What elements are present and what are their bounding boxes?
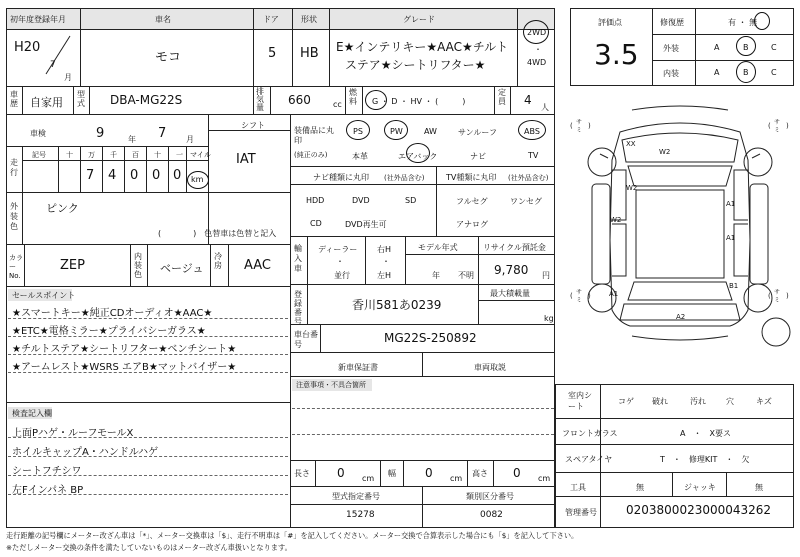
inspector-line: シートフチシワ (12, 466, 82, 477)
mileage-digit: 7 (86, 168, 95, 183)
mileage-header: 十 (66, 151, 73, 159)
car-diagram (562, 100, 798, 380)
tv-analog: アナログ (456, 220, 488, 229)
mileage-digit: 0 (173, 168, 182, 183)
equipment-item: ABS (524, 127, 540, 136)
height-label: 高さ (472, 469, 488, 478)
recycle-value: 9,780 (494, 263, 529, 277)
max-load-unit: kg (544, 314, 554, 323)
import-right: 右H (377, 245, 392, 254)
interior-selected-circle (736, 61, 756, 83)
svg-text:ミ: ミ (774, 297, 781, 304)
door-label: ドア (263, 15, 279, 24)
interior-b: B (743, 68, 749, 77)
equipment-item: サンルーフ (458, 128, 497, 137)
drive-4wd: 4WD (527, 58, 547, 67)
equipment-selected-circle (518, 120, 546, 140)
tv-oneseg: ワンセグ (510, 197, 542, 206)
grade-line-2: ステア★シートリフター★ (345, 58, 486, 72)
mileage-header: 百 (132, 151, 139, 159)
navi-sub: (社外品含む) (384, 174, 425, 182)
width-label: 幅 (388, 469, 396, 478)
damage-mark: W2 (610, 216, 622, 224)
mileage-digit: 0 (130, 168, 139, 183)
sales-point-line: ★ETC★電格ミラー★プライバシーガラス★ (12, 326, 206, 337)
exterior-c: C (771, 43, 777, 52)
import-dealer: ディーラー (318, 245, 358, 254)
management-label: 管理番号 (565, 508, 597, 517)
chassis-value: MG22S-250892 (384, 331, 477, 345)
svg-text:(: ( (768, 292, 771, 300)
import-label: 輸入車 (294, 244, 302, 273)
interior-color-value: ベージュ (160, 262, 204, 275)
car-name-label: 車名 (155, 15, 171, 24)
equipment-item: エアバック (398, 152, 438, 161)
damage-mark: W2 (626, 184, 638, 192)
navi-cd: CD (310, 219, 322, 228)
ac-label: 冷房 (214, 252, 222, 270)
equipment-item: ナビ (470, 152, 486, 161)
mileage-digit: 0 (152, 168, 161, 183)
repair-label: 修復歴 (660, 18, 684, 27)
mileage-digit: 4 (108, 168, 117, 183)
damage-mark: A1 (726, 234, 736, 242)
header-label-strip (6, 8, 555, 30)
seat-condition-item: 穴 (726, 397, 734, 406)
usage-label: 車歴 (10, 90, 18, 108)
notes-label: 注意事項・不具合箇所 (296, 381, 366, 389)
svg-text:サ: サ (576, 119, 583, 126)
svg-text:): ) (588, 292, 591, 300)
inspection-month: 7 (158, 126, 167, 141)
inspection-year-unit: 年 (128, 135, 136, 144)
color-label: 外装色 (10, 202, 18, 231)
vehicle-manual: 車両取説 (474, 363, 506, 372)
equipment-selected-circle (346, 120, 370, 140)
model-value: DBA-MG22S (110, 93, 183, 107)
width-value: 0 (425, 466, 433, 480)
exterior-b: B (743, 43, 749, 52)
repair-options: 有 ・ 無 (728, 18, 758, 27)
svg-text:(: ( (570, 122, 573, 130)
jack-label: ジャッキ (684, 483, 716, 492)
svg-text:サ: サ (576, 289, 583, 296)
windshield-label: フロントガラス (562, 429, 618, 438)
svg-text:): ) (588, 122, 591, 130)
model-year-unit: 年 (432, 271, 440, 280)
grade-label: グレード (403, 15, 435, 24)
new-warranty: 新車保証書 (338, 363, 378, 372)
tools-label: 工具 (570, 483, 586, 492)
spare-tire-label: スペアタイヤ (565, 455, 613, 464)
displacement-value: 660 (288, 93, 311, 107)
damage-mark: W2 (659, 148, 671, 156)
damage-mark: A2 (676, 313, 686, 321)
capacity-label: 定員 (498, 88, 506, 106)
mileage-header: 十 (154, 151, 161, 159)
class-label: 類別区分番号 (466, 492, 514, 501)
class-value: 0082 (480, 510, 503, 520)
tv-label: TV種類に丸印 (446, 173, 497, 182)
interior-label: 内装 (663, 69, 679, 78)
svg-text:ミ: ミ (576, 297, 583, 304)
recycle-unit: 円 (542, 271, 550, 280)
drive-separator: ・ (534, 45, 542, 54)
navi-sd: SD (405, 196, 417, 205)
management-value: 0203800023000043262 (626, 503, 772, 517)
shift-value: IAT (236, 152, 256, 167)
svg-text:サ: サ (774, 289, 781, 296)
seat-condition-item: 破れ (652, 397, 668, 406)
equipment-sub: (純正のみ) (294, 151, 328, 159)
svg-text:): ) (786, 292, 789, 300)
inspector-line: ホイルキャップA・ハンドルハゲ (12, 447, 159, 458)
usage-value: 自家用 (30, 96, 63, 109)
navi-dvd-play: DVD再生可 (345, 220, 387, 229)
damage-mark: B1 (729, 282, 739, 290)
airbag-selected-circle (406, 143, 430, 163)
color-note: ( ) 色替車は色替と記入 (158, 229, 277, 238)
damage-mark: XX (626, 140, 636, 148)
svg-text:ミ: ミ (774, 127, 781, 134)
exterior-label: 外装 (663, 44, 679, 53)
first-reg-month-unit: 月 (64, 73, 72, 82)
equipment-label: 装備品に丸印 (294, 126, 334, 145)
tools-value: 無 (636, 483, 644, 492)
displacement-label: 排気量 (256, 87, 264, 112)
equipment-item: AW (424, 127, 437, 136)
repair-selected-circle (754, 12, 770, 30)
spare-tire-value: T ・ 修理KIT ・ 欠 (660, 455, 750, 464)
designation-value: 15278 (346, 510, 375, 520)
seat-condition-item: キズ (756, 397, 772, 406)
import-left: 左H (377, 271, 392, 280)
footer-line-1: 走行距離の記号欄にメーター改ざん車は「*」、メーター交換車は「$」、走行不明車は「#」を記入してください。メーター交換で合算表示した場合にも「$」を記入して下さい。 (6, 531, 579, 540)
color-no-label: カラーNo. (9, 254, 23, 280)
inspector-line: 左Fインパネ BP (12, 485, 84, 496)
navi-dvd: DVD (352, 196, 370, 205)
first-reg-label: 初年度登録年月 (10, 15, 66, 24)
color-no-value: ZEP (60, 258, 85, 273)
body-shape: HB (300, 46, 319, 61)
navi-hdd: HDD (306, 196, 325, 205)
import-dot: ・ (336, 257, 344, 266)
mileage-header: 一 (176, 151, 183, 159)
model-year-value: 不明 (458, 271, 474, 280)
score-label: 評価点 (598, 18, 622, 27)
interior-c: C (771, 68, 777, 77)
fuel-label: 燃料 (349, 88, 357, 106)
fuel-options: G ・ D ・ HV ・ ( ) (372, 97, 466, 106)
damage-mark: A1 (609, 290, 619, 298)
shape-label: 形状 (301, 15, 317, 24)
score-value: 3.5 (594, 38, 639, 71)
exterior-selected-circle (736, 36, 756, 56)
inspection-year: 9 (96, 126, 105, 141)
jack-value: 無 (755, 483, 763, 492)
inspection-month-unit: 月 (186, 135, 194, 144)
navi-label: ナビ種類に丸印 (313, 173, 369, 182)
import-dot-2: ・ (382, 257, 390, 266)
length-label: 長さ (294, 469, 310, 478)
mileage-header: 万 (88, 151, 95, 159)
displacement-unit: cc (333, 100, 342, 109)
import-parallel: 並行 (334, 271, 350, 280)
mileage-header: マイル (190, 151, 211, 159)
mileage-header: 記号 (32, 151, 46, 159)
length-value: 0 (337, 466, 345, 480)
tv-fullseg: フルセグ (456, 197, 488, 206)
height-value: 0 (513, 466, 521, 480)
sales-point-line: ★アームレスト★WSRS エアB★マットバイザー★ (12, 362, 237, 373)
interior-seat-label: 室内シート (568, 391, 592, 411)
height-unit: cm (538, 474, 551, 483)
grade-line-1: E★インテリキー★AAC★チルト (336, 40, 509, 54)
door-count: 5 (268, 46, 277, 61)
length-unit: cm (362, 474, 375, 483)
ac-value: AAC (244, 258, 271, 273)
capacity-unit: 人 (541, 103, 549, 112)
windshield-value: A ・ X要ス (680, 429, 731, 438)
svg-text:(: ( (768, 122, 771, 130)
drive-2wd: 2WD (527, 28, 547, 37)
svg-text:(: ( (570, 292, 573, 300)
exterior-a: A (714, 43, 720, 52)
sales-point-line: ★スマートキー★純正CDオーディオ★AAC★ (12, 308, 213, 319)
designation-label: 型式指定番号 (332, 492, 380, 501)
equipment-item: PW (390, 127, 403, 136)
model-label: 型式 (77, 90, 85, 108)
damage-mark: A1 (726, 200, 736, 208)
equipment-item: 本革 (352, 152, 368, 161)
chassis-label: 車台番号 (294, 330, 318, 349)
width-unit: cm (450, 474, 463, 483)
recycle-label: リサイクル預託金 (483, 243, 546, 252)
first-reg-month: 7 (50, 60, 56, 70)
svg-text:): ) (786, 122, 789, 130)
mileage-unit: km (191, 175, 204, 184)
car-name: モコ (155, 50, 182, 65)
color-value: ピンク (46, 202, 79, 215)
inspector-label: 検査記入欄 (12, 409, 52, 418)
mileage-label: 走行 (10, 158, 18, 177)
tv-sub: (社外品含む) (508, 174, 549, 182)
mileage-header: 千 (110, 151, 117, 159)
model-year-label: モデル年式 (418, 243, 458, 252)
sales-points-label: セールスポイント (12, 291, 76, 300)
seat-condition-item: コゲ (618, 397, 634, 406)
registration-value: 香川581あ0239 (352, 298, 442, 312)
equipment-selected-circle (384, 120, 408, 140)
shift-label: シフト (241, 121, 265, 130)
interior-a: A (714, 68, 720, 77)
svg-text:ミ: ミ (576, 127, 583, 134)
interior-color-label: 内装色 (134, 252, 142, 279)
seat-condition-item: 汚れ (690, 397, 706, 406)
first-reg-era: H20 (14, 40, 41, 55)
equipment-item: TV (528, 151, 539, 160)
registration-label: 登録番号 (294, 290, 302, 326)
inspector-line: 上面Pハゲ・ルーフモールX (12, 428, 134, 439)
inspection-label: 車検 (30, 129, 46, 138)
sales-point-line: ★チルトステア★シートリフター★ベンチシート★ (12, 344, 237, 355)
equipment-item: PS (353, 127, 363, 136)
capacity-value: 4 (524, 93, 532, 107)
footer-line-2: ※ただしメーター交換の条件を満たしていないものはメーター改ざん車扱いとなります。 (6, 543, 292, 552)
svg-text:サ: サ (774, 119, 781, 126)
max-load-label: 最大積載量 (490, 289, 530, 298)
